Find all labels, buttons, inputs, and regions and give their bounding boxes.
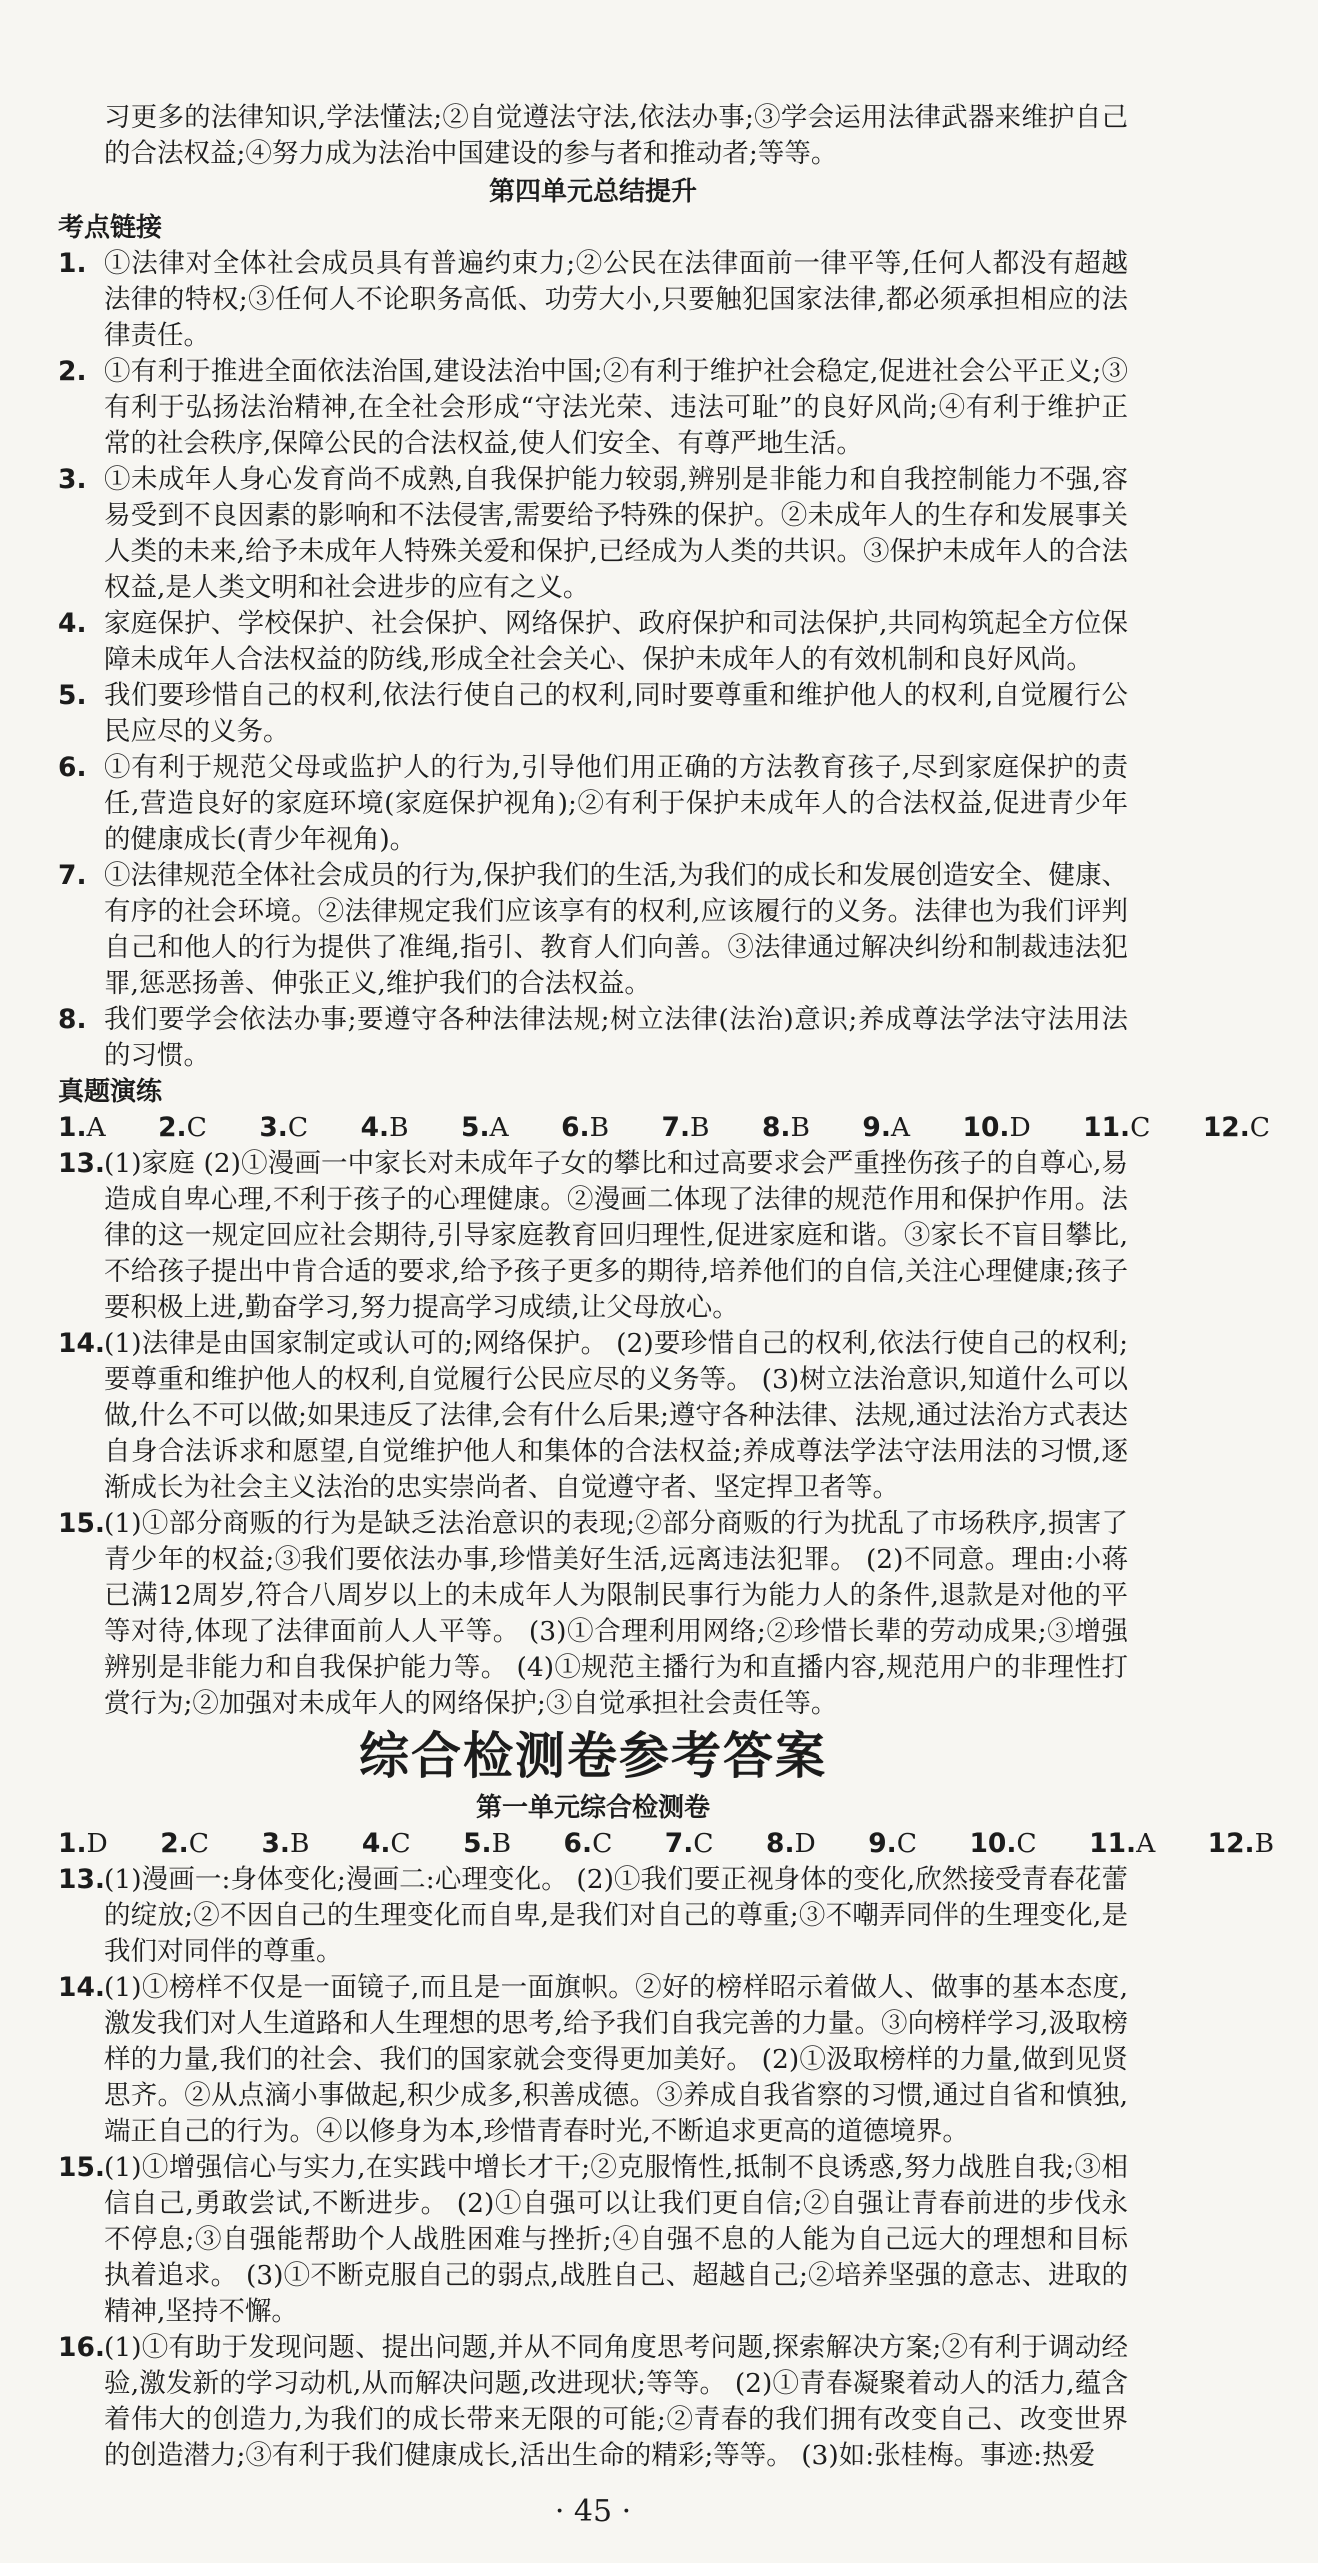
unit1-test-title: 第一单元综合检测卷 <box>475 1793 710 1823</box>
answer-item: 4. 家庭保护、学校保护、社会保护、网络保护、政府保护和司法保护,共同构筑起全方位保障未成年人合法权益的防线,形成全社会关心、保护未成年人的有效机制和良好风尚。 <box>58 608 1128 675</box>
choice-answer: 9.A <box>862 1112 911 1143</box>
answer-item: 13. (1)漫画一:身体变化;漫画二:心理变化。 (2)①我们要正视身体的变化,欣然接受青春花蕾的绽放;②不因自己的生理变化而自卑,是我们对自己的尊重;③不嘲弄同伴的生理变化,是我们对同伴的尊重。 <box>58 1864 1128 1967</box>
choice-answer: 12.C <box>1202 1112 1271 1143</box>
choice-answer: 6.C <box>563 1828 613 1859</box>
choice-answer: 10.D <box>962 1112 1031 1143</box>
answer-item: 15. (1)①部分商贩的行为是缺乏法治意识的表现;②部分商贩的行为扰乱了市场秩序,损害了青少年的权益;③我们要依法办事,珍惜美好生活,远离违法犯罪。 (2)不同意。理由:小蒋已满12周岁,符合八周岁以上的未成年人为限制民事行为能力人的条件,退款是对他的平等对待,体现了法律面前人人平等。 (3)①合理利用网络;②珍惜长辈的劳动成果;③增强辨别是非能力和自我保护能力等。 (4)①规范主播行为和直播内容,规范用户的非理性打赏行为;②加强对未成年人的网络保护;③自觉承担社会责任等。 <box>58 1508 1128 1719</box>
choice-answer: 7.B <box>661 1112 710 1143</box>
page-number: · 45 · <box>554 2494 632 2529</box>
choice-answer: 5.A <box>461 1112 509 1143</box>
choice-answer: 9.C <box>868 1828 918 1859</box>
choice-answer: 10.C <box>969 1828 1037 1859</box>
choice-answer: 6.B <box>561 1112 610 1143</box>
choice-answer: 11.A <box>1089 1828 1156 1859</box>
choice-answer: 8.D <box>766 1828 816 1859</box>
choice-answer: 7.C <box>664 1828 714 1859</box>
choice-answer: 11.C <box>1083 1112 1151 1143</box>
zhenti-list <box>58 1146 1128 1722</box>
choice-answer: 12.B <box>1207 1828 1275 1859</box>
answer-item: 2. ①有利于推进全面依法治国,建设法治中国;②有利于维护社会稳定,促进社会公平正义;③有利于弘扬法治精神,在全社会形成“守法光荣、违法可耻”的良好风尚;④有利于维护正常的社会秩序,保障公民的合法权益,使人们安全、有尊严地生活。 <box>58 356 1128 459</box>
answer-item: 14. (1)法律是由国家制定或认可的;网络保护。 (2)要珍惜自己的权利,依法行使自己的权利;要尊重和维护他人的权利,自觉履行公民应尽的义务等。 (3)树立法治意识,知道什么可以做,什么不可以做;如果违反了法律,会有什么后果;遵守各种法律、法规,通过法治方式表达自身合法诉求和愿望,自觉维护他人和集体的合法权益;养成尊法学法守法用法的习惯,逐渐成长为社会主义法治的忠实崇尚者、自觉遵守者、坚定捍卫者等。 <box>58 1328 1128 1503</box>
choice-answer: 1.A <box>58 1112 106 1143</box>
zhenti-choice-answers <box>58 1110 1271 1146</box>
answer-item: 8. 我们要学会依法办事;要遵守各种法律法规;树立法律(法治)意识;养成尊法学法守法用法的习惯。 <box>58 1004 1128 1071</box>
answer-item: 5. 我们要珍惜自己的权利,依法行使自己的权利,同时要尊重和维护他人的权利,自觉履行公民应尽的义务。 <box>58 680 1128 747</box>
choice-answer: 2.C <box>160 1828 209 1859</box>
intro-paragraph: 习更多的法律知识,学法懂法;②自觉遵法守法,依法办事;③学会运用法律武器来维护自己的合法权益;④努力成为法治中国建设的参与者和推动者;等等。 <box>104 102 1128 169</box>
choice-answer: 8.B <box>761 1112 810 1143</box>
choice-answer: 3.B <box>261 1828 310 1859</box>
unit4-summary-title: 第四单元总结提升 <box>488 177 697 207</box>
choice-answer: 3.C <box>259 1112 309 1143</box>
choice-answer: 4.B <box>360 1112 409 1143</box>
choice-answer: 4.C <box>361 1828 411 1859</box>
answer-item: 14. (1)①榜样不仅是一面镜子,而且是一面旗帜。②好的榜样昭示着做人、做事的基本态度,激发我们对人生道路和人生理想的思考,给予我们自我完善的力量。③向榜样学习,汲取榜样的力量,我们的社会、我们的国家就会变得更加美好。 (2)①汲取榜样的力量,做到见贤思齐。②从点滴小事做起,积少成多,积善成德。③养成自我省察的习惯,通过自省和慎独,端正自己的行为。④以修身为本,珍惜青春时光,不断追求更高的道德境界。 <box>58 1972 1128 2147</box>
big-section-title: 综合检测卷参考答案 <box>359 1727 827 1785</box>
answer-item: 16. (1)①有助于发现问题、提出问题,并从不同角度思考问题,探索解决方案;②有利于调动经验,激发新的学习动机,从而解决问题,改进现状;等等。 (2)①青春凝聚着动人的活力,蕴含着伟大的创造力,为我们的成长带来无限的可能;②青春的我们拥有改变自己、改变世界的创造潜力;③有利于我们健康成长,活出生命的精彩;等等。 (3)如:张桂梅。事迹:热爱 <box>58 2332 1128 2471</box>
choice-answer: 2.C <box>158 1112 207 1143</box>
answer-item: 3. ①未成年人身心发育尚不成熟,自我保护能力较弱,辨别是非能力和自我控制能力不强,容易受到不良因素的影响和不法侵害,需要给予特殊的保护。②未成年人的生存和发展事关人类的未来,给予未成年人特殊关爱和保护,已经成为人类的共识。③保护未成年人的合法权益,是人类文明和社会进步的应有之义。 <box>58 464 1128 603</box>
answer-item: 15. (1)①增强信心与实力,在实践中增长才干;②克服惰性,抵制不良诱惑,努力战胜自我;③相信自己,勇敢尝试,不断进步。 (2)①自强可以让我们更自信;②自强让青春前进的步伐永不停息;③自强能帮助个人战胜困难与挫折;④自强不息的人能为自己远大的理想和目标执着追求。 (3)①不断克服自己的弱点,战胜自己、超越自己;②培养坚强的意志、进取的精神,坚持不懈。 <box>58 2152 1128 2327</box>
unit1-choice-answers <box>58 1826 1275 1862</box>
unit1-list <box>58 1862 1128 2474</box>
answer-item: 7. ①法律规范全体社会成员的行为,保护我们的生活,为我们的成长和发展创造安全、健康、有序的社会环境。②法律规定我们应该享有的权利,应该履行的义务。法律也为我们评判自己和他人的行为提供了准绳,指引、教育人们向善。③法律通过解决纠纷和制裁违法犯罪,惩恶扬善、伸张正义,维护我们的合法权益。 <box>58 860 1128 999</box>
choice-answer: 1.D <box>58 1828 108 1859</box>
answer-item: 13. (1)家庭 (2)①漫画一中家长对未成年子女的攀比和过高要求会严重挫伤孩子的自尊心,易造成自卑心理,不利于孩子的心理健康。②漫画二体现了法律的规范作用和保护作用。法律的这一规定回应社会期待,引导家庭教育回归理性,促进家庭和谐。③家长不盲目攀比,不给孩子提出中肯合适的要求,给予孩子更多的期待,培养他们的自信,关注心理健康;孩子要积极上进,勤奋学习,努力提高学习成绩,让父母放心。 <box>58 1148 1128 1323</box>
answer-item: 1. ①法律对全体社会成员具有普遍约束力;②公民在法律面前一律平等,任何人都没有超越法律的特权;③任何人不论职务高低、功劳大小,只要触犯国家法律,都必须承担相应的法律责任。 <box>58 248 1128 351</box>
kaodian-heading: 考点链接 <box>58 213 163 243</box>
kaodian-list <box>58 246 1128 1074</box>
choice-answer: 5.B <box>463 1828 512 1859</box>
zhenti-heading: 真题演练 <box>58 1077 163 1107</box>
answer-item: 6. ①有利于规范父母或监护人的行为,引导他们用正确的方法教育孩子,尽到家庭保护的责任,营造良好的家庭环境(家庭保护视角);②有利于保护未成年人的合法权益,促进青少年的健康成长(青少年视角)。 <box>58 752 1128 855</box>
